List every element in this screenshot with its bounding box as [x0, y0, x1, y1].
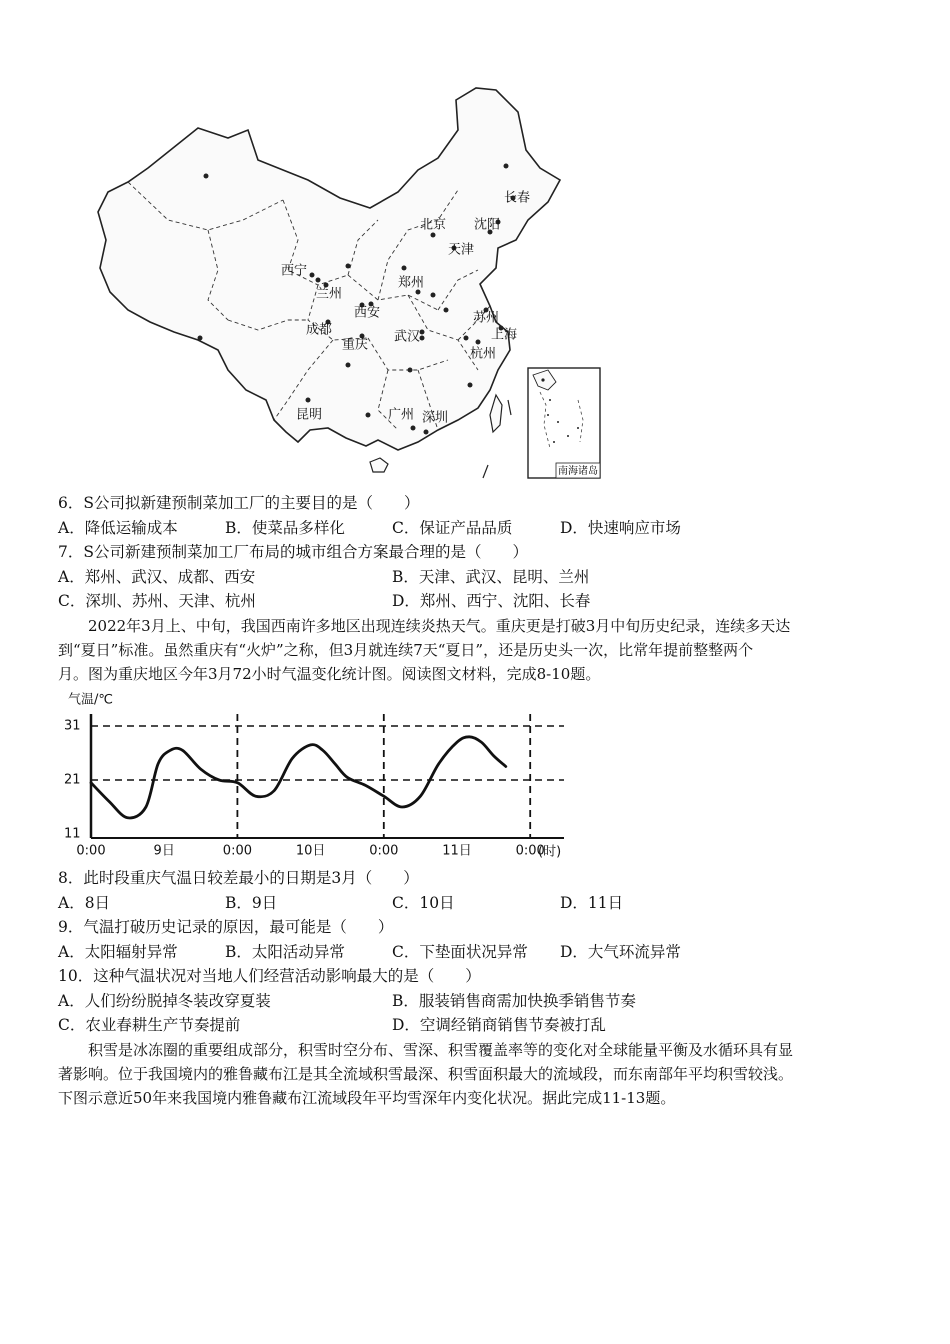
x-tick-label: 11日	[442, 843, 472, 859]
question-8-stem: 8．此时段重庆气温日较差最小的日期是3月（ ）	[58, 869, 419, 887]
x-axis-unit-label: (时)	[538, 844, 562, 860]
city-label: 西安	[354, 305, 381, 321]
city-label: 深圳	[422, 410, 449, 426]
city-label: 上海	[491, 327, 518, 343]
city-label: 昆明	[296, 407, 323, 423]
q6-option-b[interactable]: B．使菜品多样化	[225, 519, 345, 537]
passage-1-line-2: 到“夏日”标准。虽然重庆有“火炉”之称，但3月就连续7天“夏日”，还是历史头一次，比常年提前整整两个	[58, 641, 754, 659]
q7-option-a[interactable]: A．郑州、武汉、成都、西安	[58, 568, 256, 586]
q9-option-c[interactable]: C．下垫面状况异常	[392, 943, 528, 961]
question-6-stem: 6．S公司拟新建预制菜加工厂的主要目的是（ ）	[58, 494, 420, 512]
city-label: 重庆	[342, 337, 369, 353]
q9-option-d[interactable]: D．大气环流异常	[560, 943, 681, 961]
city-label: 北京	[420, 217, 447, 233]
x-tick-label: 9日	[153, 843, 175, 859]
city-label: 武汉	[394, 329, 421, 345]
city-label: 苏州	[473, 310, 500, 326]
q10-option-d[interactable]: D．空调经销商销售节奏被打乱	[392, 1016, 606, 1034]
x-tick-label: 0:00	[369, 843, 399, 859]
city-label: 成都	[306, 322, 333, 338]
china-map	[78, 70, 618, 485]
question-10-stem: 10．这种气温状况对当地人们经营活动影响最大的是（ ）	[58, 967, 481, 985]
y-tick-label: 11	[64, 826, 81, 842]
x-tick-label: 0:00	[76, 843, 106, 859]
q8-option-b[interactable]: B．9日	[225, 894, 278, 912]
passage-2-line-2: 著影响。位于我国境内的雅鲁藏布江是其全流域积雪最深、积雪面积最大的流域段，而东南部年平均积雪较浅。	[58, 1065, 794, 1083]
x-tick-label: 0:00	[222, 843, 253, 859]
city-label: 沈阳	[474, 217, 501, 233]
q7-option-c[interactable]: C．深圳、苏州、天津、杭州	[58, 592, 256, 610]
q9-option-a[interactable]: A．太阳辐射异常	[58, 943, 178, 961]
q6-option-a[interactable]: A．降低运输成本	[58, 519, 178, 537]
passage-2	[58, 1038, 894, 1110]
question-7-stem: 7．S公司新建预制菜加工厂布局的城市组合方案最合理的是（ ）	[58, 543, 528, 561]
south-china-sea-inset	[528, 368, 600, 478]
china-outline	[98, 88, 560, 450]
x-tick-label: 0:00	[515, 843, 545, 859]
temperature-series-line	[91, 737, 506, 818]
question-9-stem: 9．气温打破历史记录的原因，最可能是（ ）	[58, 918, 394, 936]
taiwan-island	[490, 395, 502, 432]
q7-option-b[interactable]: B．天津、武汉、昆明、兰州	[392, 568, 590, 586]
q8-option-c[interactable]: C．10日	[392, 894, 455, 912]
city-label: 杭州	[470, 346, 497, 362]
q10-option-c[interactable]: C．农业春耕生产节奏提前	[58, 1016, 241, 1034]
q8-option-d[interactable]: D．11日	[560, 894, 624, 912]
y-tick-label: 31	[64, 718, 81, 734]
hainan-island	[370, 458, 388, 472]
passage-1-line-3: 月。图为重庆地区今年3月72小时气温变化统计图。阅读图文材料，完成8-10题。	[58, 665, 601, 683]
passage-2-line-3: 下图示意近50年来我国境内雅鲁藏布江流域段年平均雪深年内变化状况。据此完成11-13题。	[58, 1089, 676, 1107]
city-label: 兰州	[316, 286, 343, 302]
passage-2-line-1: 积雪是冰冻圈的重要组成部分，积雪时空分布、雪深、积雪覆盖率等的变化对全球能量平衡及水循环具有显	[88, 1041, 794, 1059]
q7-option-d[interactable]: D．郑州、西宁、沈阳、长春	[392, 592, 591, 610]
q10-option-a[interactable]: A．人们纷纷脱掉冬装改穿夏装	[58, 992, 271, 1010]
china-map-svg	[78, 70, 618, 485]
x-tick-label: 10日	[295, 843, 326, 859]
temperature-chart	[58, 686, 578, 862]
passage-1	[58, 614, 894, 686]
q6-option-c[interactable]: C．保证产品品质	[392, 519, 513, 537]
y-tick-label: 21	[64, 772, 81, 788]
city-label: 天津	[448, 242, 475, 258]
q9-option-b[interactable]: B．太阳活动异常	[225, 943, 345, 961]
city-label: 郑州	[398, 275, 425, 291]
q10-option-b[interactable]: B．服装销售商需加快换季销售节奏	[392, 992, 636, 1010]
city-label: 西宁	[281, 263, 308, 279]
city-label: 广州	[388, 407, 415, 423]
passage-1-line-1: 2022年3月上、中旬，我国西南许多地区出现连续炎热天气。重庆更是打破3月中旬历史纪录，连续多天达	[88, 617, 791, 635]
city-label: 长春	[504, 190, 531, 206]
temperature-chart-svg	[58, 686, 578, 862]
q6-option-d[interactable]: D．快速响应市场	[560, 519, 681, 537]
q8-option-a[interactable]: A．8日	[58, 894, 111, 912]
y-axis-label: 气温/℃	[68, 692, 113, 708]
inset-label: 南海诸岛	[558, 466, 598, 477]
